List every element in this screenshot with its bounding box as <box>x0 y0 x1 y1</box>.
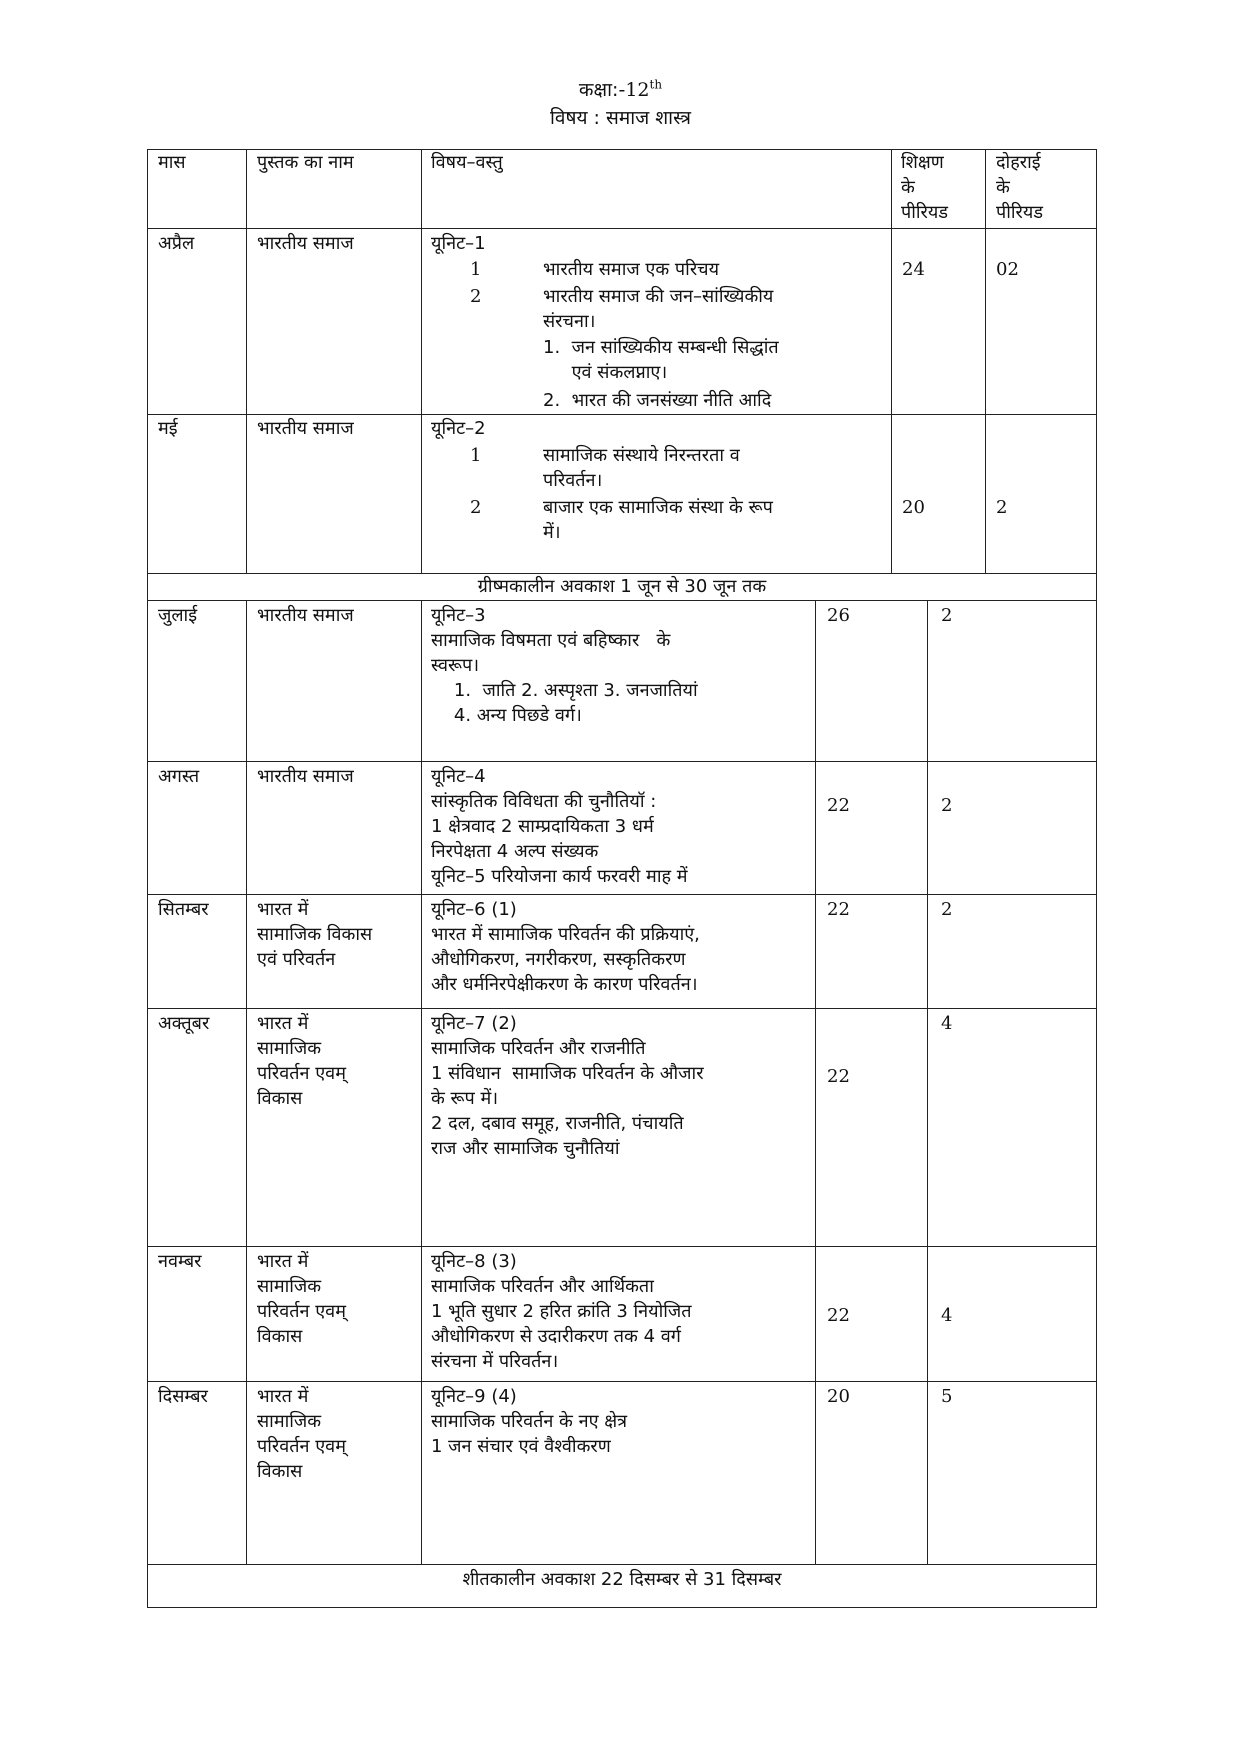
row-month: अक्तूबर <box>158 1013 210 1034</box>
teaching-periods: 26 <box>827 605 850 626</box>
column-divider <box>891 149 892 414</box>
row-book: भारतीय समाज <box>257 605 354 626</box>
item-number: 2 <box>470 497 482 518</box>
row-month: दिसम्बर <box>158 1386 208 1407</box>
revision-periods: 2 <box>941 899 953 920</box>
winter-break-note: शीतकालीन अवकाश 22 दिसम्बर से 31 दिसम्बर <box>462 1569 782 1590</box>
unit-title: यूनिट–2 <box>431 418 486 439</box>
sub-item-text: 1. जन सांख्यिकीय सम्बन्धी सिद्धांत एवं संकलप्नाए। <box>543 337 779 383</box>
revision-periods: 2 <box>941 605 953 626</box>
summer-break-note: ग्रीष्मकालीन अवकाश 1 जून से 30 जून तक <box>477 576 767 597</box>
row-content: यूनिट–7 (2) सामाजिक परिवर्तन और राजनीति 1 संविधान सामाजिक परिवर्तन के औजार के रूप में। 2 दल, दबाव समूह, राजनीति, पंचायति राज और सामाजिक चुनौतियां <box>431 1013 704 1159</box>
item-text: भारतीय समाज एक परिचय <box>543 259 720 280</box>
column-divider <box>927 600 928 1564</box>
row-content: यूनिट–8 (3) सामाजिक परिवर्तन और आर्थिकता 1 भूति सुधार 2 हरित क्रांति 3 नियोजित औधोगिकरण से उदारीकरण तक 4 वर्ग संरचना में परिवर्तन। <box>431 1251 692 1372</box>
teaching-periods: 22 <box>827 1066 850 1087</box>
row-divider <box>147 1246 1097 1247</box>
row-divider <box>147 228 1097 229</box>
class-number: 12 <box>625 79 650 101</box>
revision-periods: 5 <box>941 1386 953 1407</box>
item-number: 1 <box>470 259 482 280</box>
subject-heading: विषय : समाज शास्त्र <box>550 107 691 129</box>
row-month: सितम्बर <box>158 899 209 920</box>
column-header-content: विषय–वस्तु <box>431 152 503 173</box>
teaching-periods: 20 <box>902 497 925 518</box>
row-divider <box>147 600 1097 601</box>
row-divider <box>147 1564 1097 1565</box>
item-number: 1 <box>470 445 482 466</box>
column-header-book: पुस्तक का नाम <box>257 152 354 173</box>
column-divider <box>246 149 247 414</box>
column-divider <box>985 149 986 414</box>
row-month: अप्रैल <box>158 233 195 254</box>
item-text: बाजार एक सामाजिक संस्था के रूप में। <box>543 497 773 543</box>
row-content: यूनिट–9 (4) सामाजिक परिवर्तन के नए क्षेत्र 1 जन संचार एवं वैश्वीकरण <box>431 1386 628 1457</box>
column-divider <box>815 600 816 1564</box>
row-content: यूनिट–6 (1) भारत में सामाजिक परिवर्तन की प्रक्रियाएं, औधोगिकरण, नगरीकरण, सस्कृतिकरण और धर्मनिरपेक्षीकरण के कारण परिवर्तन। <box>431 899 700 995</box>
row-divider <box>147 1381 1097 1382</box>
revision-periods: 4 <box>941 1305 953 1326</box>
item-text: सामाजिक संस्थाये निरन्तरता व परिवर्तन। <box>543 445 740 491</box>
column-header-teaching-periods: शिक्षण के पीरियड <box>901 152 948 223</box>
row-month: जुलाई <box>158 605 198 626</box>
row-month: मई <box>158 418 178 439</box>
class-label: कक्षा:- <box>578 79 626 101</box>
column-divider <box>421 149 422 414</box>
revision-periods: 4 <box>941 1013 953 1034</box>
column-divider <box>246 600 247 1564</box>
row-book: भारत में सामाजिक परिवर्तन एवम् विकास <box>257 1013 346 1109</box>
revision-periods: 2 <box>996 497 1008 518</box>
column-divider <box>985 414 986 573</box>
column-divider <box>246 414 247 573</box>
column-header-month: मास <box>158 152 186 173</box>
row-content: यूनिट–3 सामाजिक विषमता एवं बहिष्कार के स्वरूप। 1. जाति 2. अस्पृश्ता 3. जनजातियां 4. अन्य पिछडे वर्ग। <box>431 605 698 726</box>
class-heading <box>0 76 1241 102</box>
class-suffix: th <box>649 77 663 92</box>
teaching-periods: 22 <box>827 1305 850 1326</box>
column-header-revision-periods: दोहराई के पीरियड <box>996 152 1043 223</box>
row-book: भारतीय समाज <box>257 233 354 254</box>
teaching-periods: 24 <box>902 259 925 280</box>
column-divider <box>421 600 422 1564</box>
row-book: भारतीय समाज <box>257 766 354 787</box>
column-divider <box>891 414 892 573</box>
teaching-periods: 22 <box>827 899 850 920</box>
column-divider <box>421 414 422 573</box>
row-book: भारत में सामाजिक परिवर्तन एवम् विकास <box>257 1386 346 1482</box>
table-border-left <box>147 149 148 1608</box>
row-divider <box>147 1008 1097 1009</box>
revision-periods: 2 <box>941 795 953 816</box>
table-border-bottom <box>147 1607 1097 1608</box>
unit-title: यूनिट–1 <box>431 233 486 254</box>
item-text: भारतीय समाज की जन–सांख्यिकीय संरचना। <box>543 286 774 332</box>
teaching-periods: 20 <box>827 1386 850 1407</box>
sub-item-text: 2. भारत की जनसंख्या नीति आदि <box>543 390 772 411</box>
table-border-right <box>1096 149 1097 1608</box>
row-book: भारतीय समाज <box>257 418 354 439</box>
row-divider <box>147 894 1097 895</box>
teaching-periods: 22 <box>827 795 850 816</box>
row-divider <box>147 761 1097 762</box>
row-book: भारत में सामाजिक विकास एवं परिवर्तन <box>257 899 373 970</box>
row-month: नवम्बर <box>158 1251 202 1272</box>
item-number: 2 <box>470 286 482 307</box>
row-month: अगस्त <box>158 766 200 787</box>
revision-periods: 02 <box>996 259 1019 280</box>
row-divider <box>147 414 1097 415</box>
row-content: यूनिट–4 सांस्कृतिक विविधता की चुनौतियॉ : 1 क्षेत्रवाद 2 साम्प्रदायिकता 3 धर्म निरपेक्षता 4 अल्प संख्यक यूनिट–5 परियोजना कार्य फरवरी माह में <box>431 766 688 887</box>
row-book: भारत में सामाजिक परिवर्तन एवम् विकास <box>257 1251 346 1347</box>
